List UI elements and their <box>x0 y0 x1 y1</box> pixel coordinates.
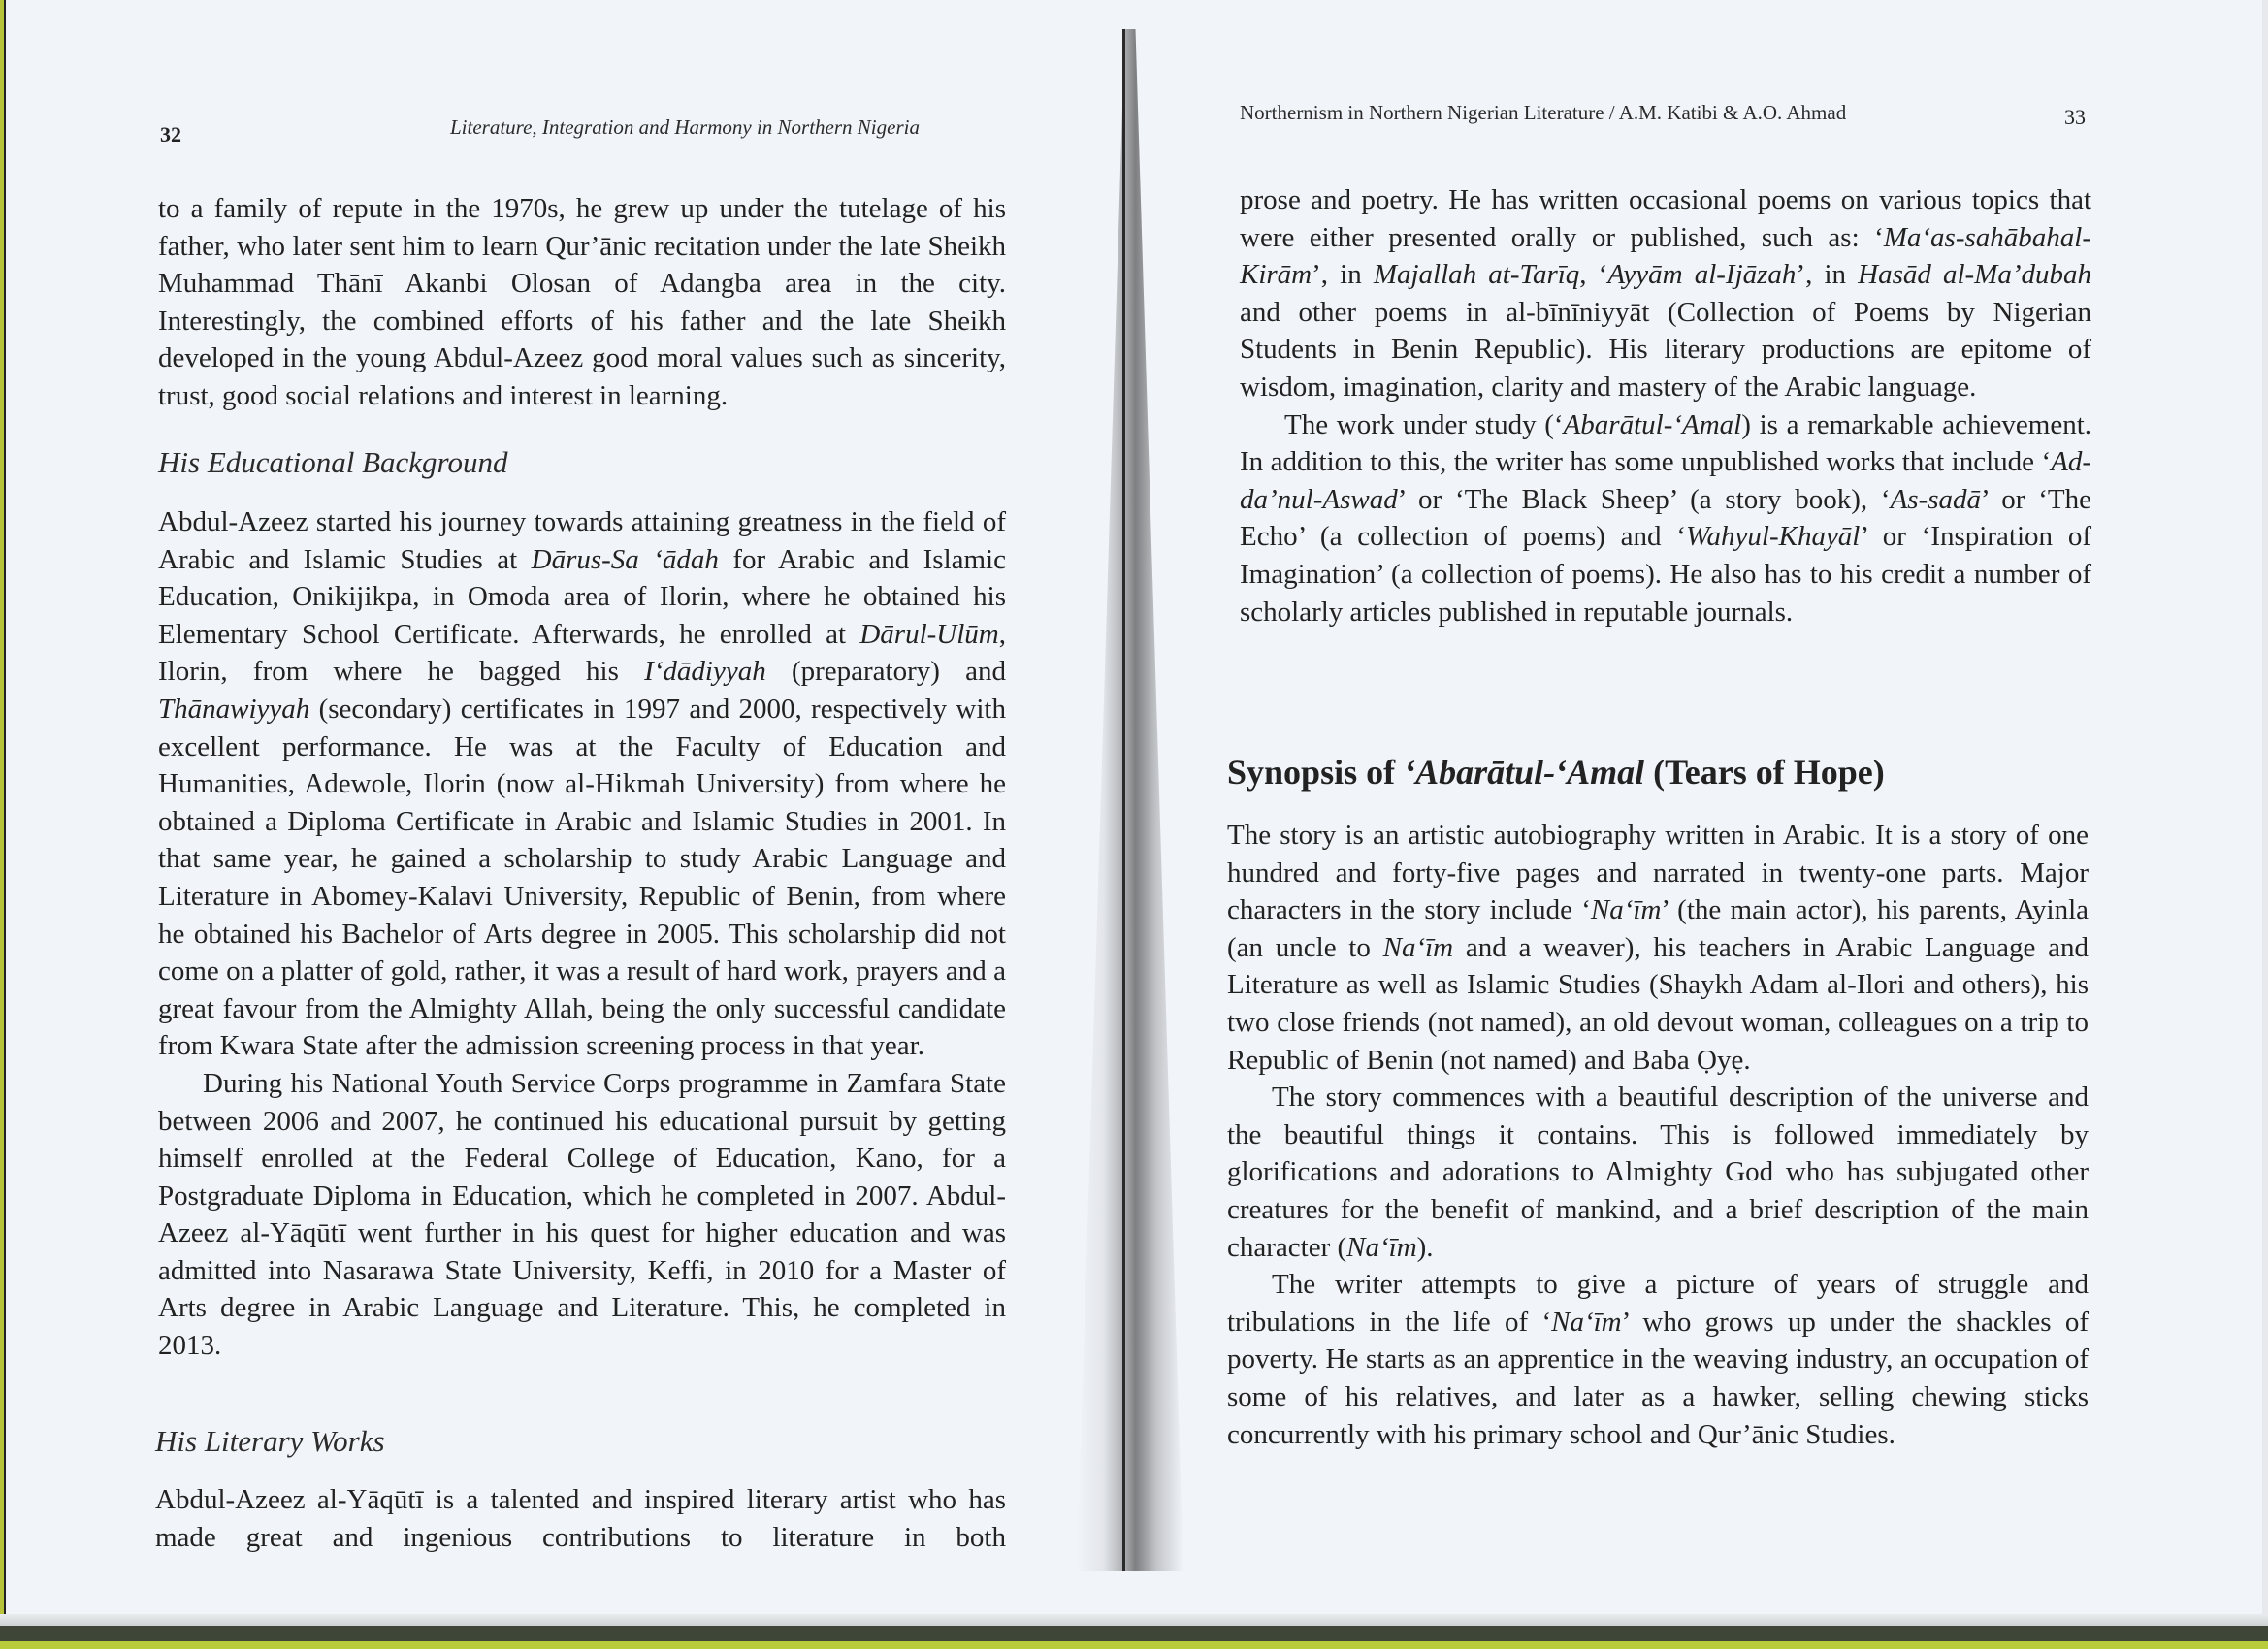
text-run: ’, in <box>1796 259 1859 291</box>
italic-term: Thānawiyyah <box>158 693 310 725</box>
intro-paragraph-block <box>158 190 1006 415</box>
book-spine-line <box>1122 29 1125 1571</box>
scan-bottom-border <box>0 1641 2268 1649</box>
text-run: The story commences with a beautiful description of the universe and the beautiful things it contains. This is followed immediately by glorifications and adorations to Almighty God who has subjugated other creatures for the benefit of mankind, and a brief description of the main character ( <box>1227 1082 2089 1263</box>
text-run: for Arabic and Islamic Education, Onikijikpa, in Omoda area of Ilorin, where he obtained his Elementary School Certificate. Afterwards, he enrolled at <box>158 543 1006 650</box>
synopsis-paragraph-2 <box>1227 1079 2089 1266</box>
text-run: , ‘ <box>1579 259 1608 291</box>
educational-background-body <box>158 503 1006 1365</box>
italic-term: Abarātul-‘Amal <box>1563 408 1742 440</box>
educational-paragraph-1 <box>158 503 1006 1065</box>
italic-term: Dārus-Sa ‘ādah <box>531 543 719 575</box>
text-run: , Ilorin, from where he bagged his <box>158 618 1006 688</box>
text-run: ’ or ‘The Black Sheep’ (a story book), ‘ <box>1397 483 1891 515</box>
italic-term: Ayyām al-Ijāzah <box>1607 259 1797 291</box>
italic-term: Wahyul-Khayāl <box>1686 521 1861 553</box>
text-run: (preparatory) and <box>765 656 1006 688</box>
running-head-right: Northernism in Northern Nigerian Literature / A.M. Katibi & A.O. Ahmad <box>1240 101 1847 124</box>
heading-italic-title: ‘Abarātul-‘Amal <box>1404 753 1645 792</box>
synopsis-paragraph-1 <box>1227 817 2089 1079</box>
italic-term: Ma‘as-sahābahal-Kirām <box>1240 221 2091 291</box>
italic-term: Na‘īm <box>1551 1306 1622 1338</box>
italic-term: Dārul-Ulūm <box>859 618 999 650</box>
italic-term: I‘dādiyyah <box>644 656 766 688</box>
educational-paragraph-2: During his National Youth Service Corps programme in Zamfara State between 2006 and 2007, he continued his educational pursuit by getting himself enrolled at the Federal College of Education, Kano, for a Postgraduate Diploma in Education, which he completed in 2007. Abdul-Azeez al-Yāqūtī went further in his quest for higher education and was admitted into Nasarawa State University, Keffi, in 2010 for a Master of Arts degree in Arabic Language and Literature. This, he completed in 2013. <box>158 1067 1006 1362</box>
text-run: ’ (the main actor), his parents, Ayinla (an uncle to <box>1227 894 2090 963</box>
text-run: The writer attempts to give a picture of years of struggle and tribulations in the life of ‘ <box>1227 1269 2089 1338</box>
italic-term: Ad-da’nul-Aswad <box>1240 446 2091 515</box>
running-head-left: Literature, Integration and Harmony in Northern Nigeria <box>450 115 920 139</box>
text-run: ’ or ‘The Echo’ (a collection of poems) and ‘ <box>1240 483 2091 553</box>
heading-text: Synopsis of <box>1227 753 1405 792</box>
book-gutter-shadow <box>1077 29 1183 1571</box>
text-run: ). <box>1416 1231 1434 1263</box>
synopsis-body <box>1227 817 2089 1453</box>
synopsis-heading <box>1227 752 1885 792</box>
text-run: ) is a remarkable achievement. In addition to this, the writer has some unpublished works that include ‘ <box>1240 408 2091 478</box>
synopsis-paragraph-3 <box>1227 1266 2089 1453</box>
text-run: and other poems in al-bīnīniyyāt (Collection of Poems by Nigerian Students in Benin Republic). His literary productions are epitome of wisdom, imagination, clarity and mastery of the Arabic language. <box>1240 296 2091 403</box>
text-run: (secondary) certificates in 1997 and 2000, respectively with excellent performance. He was at the Faculty of Education and Humanities, Adewole, Ilorin (now al-Hikmah University) from where he obtained a Diploma Certificate in Arabic and Islamic Studies in 2001. In that same year, he gained a scholarship to study Arabic Language and Literature in Abomey-Kalavi University, Republic of Benin, from where he obtained his Bachelor of Arts degree in 2005. This scholarship did not come on a platter of gold, rather, it was a result of hard work, prayers and a great favour from the Almighty Allah, being the only successful candidate from Kwara State after the admission screening process in that year. <box>158 693 1006 1062</box>
literary-works-continued <box>1240 181 2091 630</box>
text-run: The story is an artistic autobiography written in Arabic. It is a story of one hundred and forty-five pages and narrated in twenty-one parts. Major characters in the story include ‘ <box>1227 820 2089 926</box>
italic-term: Na‘īm <box>1590 894 1662 926</box>
educational-background-heading: His Educational Background <box>158 445 508 479</box>
scan-bottom-page-edge <box>0 1614 2268 1626</box>
page-number-right: 33 <box>2064 105 2086 129</box>
page-number-left: 32 <box>160 122 181 146</box>
text-run: ’ or ‘Inspiration of Imagination’ (a collection of poems). He also has to his credit a number of scholarly articles published in reputable journals. <box>1240 521 2091 628</box>
scan-border-left-dark <box>4 0 6 1649</box>
poetry-paragraph <box>1240 181 2091 406</box>
text-run: Abdul-Azeez started his journey towards attaining greatness in the field of Arabic and Islamic Studies at <box>158 506 1006 575</box>
italic-term: Na‘īm <box>1346 1231 1417 1263</box>
text-run: The work under study (‘ <box>1284 408 1564 440</box>
italic-term: Hasād al-Ma’dubah <box>1858 259 2091 291</box>
text-run: and a weaver), his teachers in Arabic Language and Literature as well as Islamic Studies (Shaykh Adam al-Ilori and others), his two close friends (not named), an old devout woman, colleagues on a trip to Republic of Benin (not named) and Baba Ọyẹ. <box>1227 931 2089 1076</box>
text-run: ’ who grows up under the shackles of poverty. He starts as an apprentice in the weaving industry, an occupation of some of his relatives, and later as a hawker, selling chewing sticks concurrently with his primary school and Qur’ānic Studies. <box>1227 1306 2089 1450</box>
literary-paragraph-1: Abdul-Azeez al-Yāqūtī is a talented and inspired literary artist who has made great and ingenious contributions to literature in both <box>155 1484 1006 1553</box>
literary-works-body <box>155 1481 1006 1556</box>
italic-term: Majallah at-Tarīq <box>1373 259 1580 291</box>
intro-paragraph: to a family of repute in the 1970s, he grew up under the tutelage of his father, who later sent him to learn Qur’ānic recitation under the late Sheikh Muhammad Thānī Akanbi Olosan of Adangba area in the city. Interestingly, the combined efforts of his father and the late Sheikh developed in the young Abdul-Azeez good moral values such as sincerity, trust, good social relations and interest in learning. <box>158 193 1006 411</box>
text-run: ’, in <box>1312 259 1374 291</box>
italic-term: Na‘īm <box>1382 931 1454 963</box>
scan-border-right <box>2262 0 2268 1626</box>
literary-works-heading: His Literary Works <box>155 1424 385 1458</box>
text-run: prose and poetry. He has written occasional poems on various topics that were either presented orally or published, such as: ‘ <box>1240 184 2091 253</box>
work-under-study-paragraph <box>1240 406 2091 631</box>
italic-term: As-sadā <box>1890 483 1982 515</box>
heading-text: (Tears of Hope) <box>1644 753 1885 792</box>
scan-bottom-shadow <box>0 1626 2268 1641</box>
